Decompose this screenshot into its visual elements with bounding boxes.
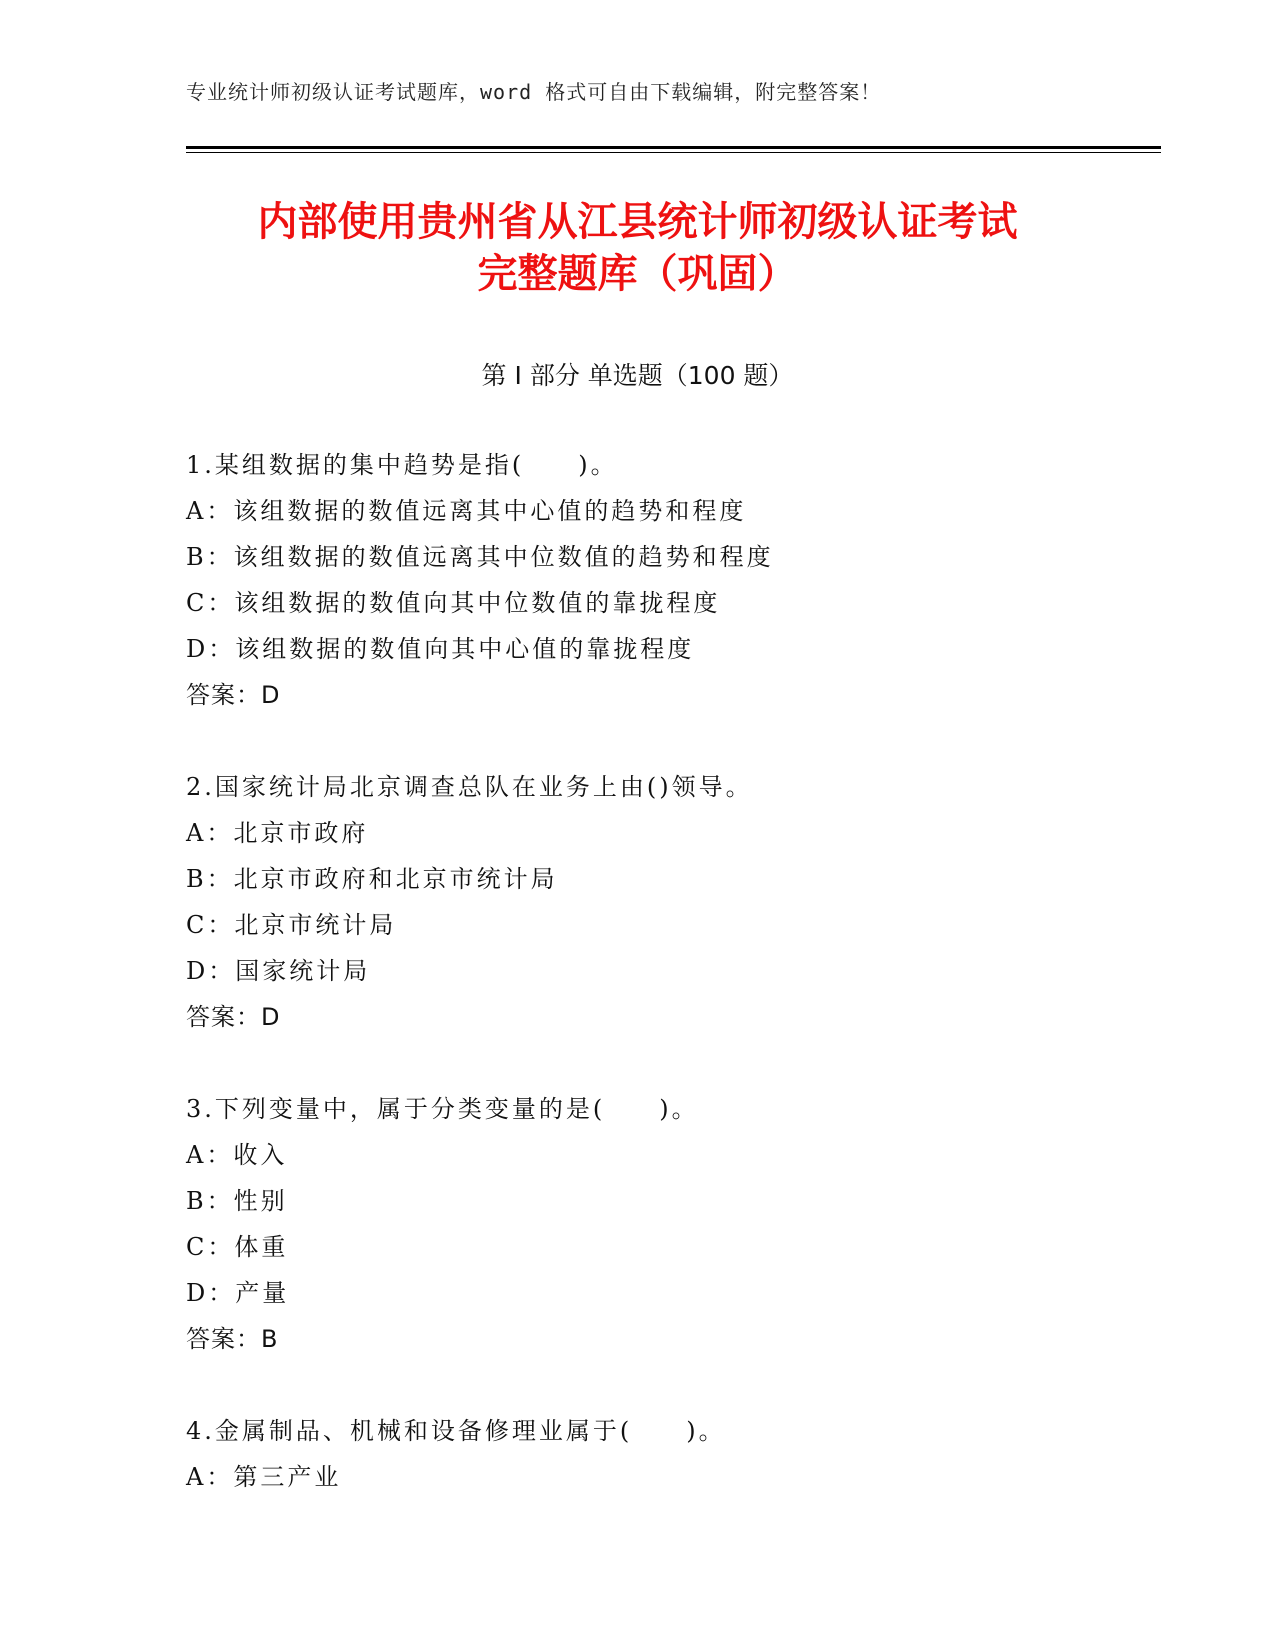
question-2 [186, 764, 1146, 1040]
question-list [186, 442, 1146, 1546]
answer: 答案：B [186, 1325, 279, 1353]
document-title-line-2: 完整题库（巩固） [477, 251, 798, 297]
header-rule-thick [186, 146, 1161, 149]
answer: 答案：D [186, 1003, 281, 1031]
option-c: C：北京市统计局 [186, 911, 397, 939]
question-1 [186, 442, 1146, 718]
question-stem: 4.金属制品、机械和设备修理业属于( )。 [186, 1417, 726, 1445]
question-stem: 2.国家统计局北京调查总队在业务上由()领导。 [186, 773, 753, 801]
answer: 答案：D [186, 681, 281, 709]
option-a: A：北京市政府 [186, 819, 369, 847]
option-b: B：北京市政府和北京市统计局 [186, 865, 558, 893]
option-d: D：产量 [186, 1279, 290, 1307]
section-title: 第 I 部分 单选题（100 题） [481, 361, 794, 390]
option-c: C：该组数据的数值向其中位数值的靠拢程度 [186, 589, 721, 617]
option-a: A：收入 [186, 1141, 288, 1169]
document-title-line-1: 内部使用贵州省从江县统计师初级认证考试 [257, 199, 1018, 245]
option-a: A：该组数据的数值远离其中心值的趋势和程度 [186, 497, 747, 525]
header-note: 专业统计师初级认证考试题库，word 格式可自由下载编辑，附完整答案！ [186, 80, 882, 104]
option-d: D：国家统计局 [186, 957, 371, 985]
document-title [150, 196, 1125, 300]
header-rule-thin [186, 152, 1161, 153]
question-4 [186, 1408, 1146, 1500]
option-d: D：该组数据的数值向其中心值的靠拢程度 [186, 635, 695, 663]
question-stem: 3.下列变量中，属于分类变量的是( )。 [186, 1095, 699, 1123]
option-a: A：第三产业 [186, 1463, 342, 1491]
option-b: B：该组数据的数值远离其中位数值的趋势和程度 [186, 543, 774, 571]
option-c: C：体重 [186, 1233, 289, 1261]
question-stem: 1.某组数据的集中趋势是指( )。 [186, 451, 618, 479]
question-3 [186, 1086, 1146, 1362]
option-b: B：性别 [186, 1187, 288, 1215]
